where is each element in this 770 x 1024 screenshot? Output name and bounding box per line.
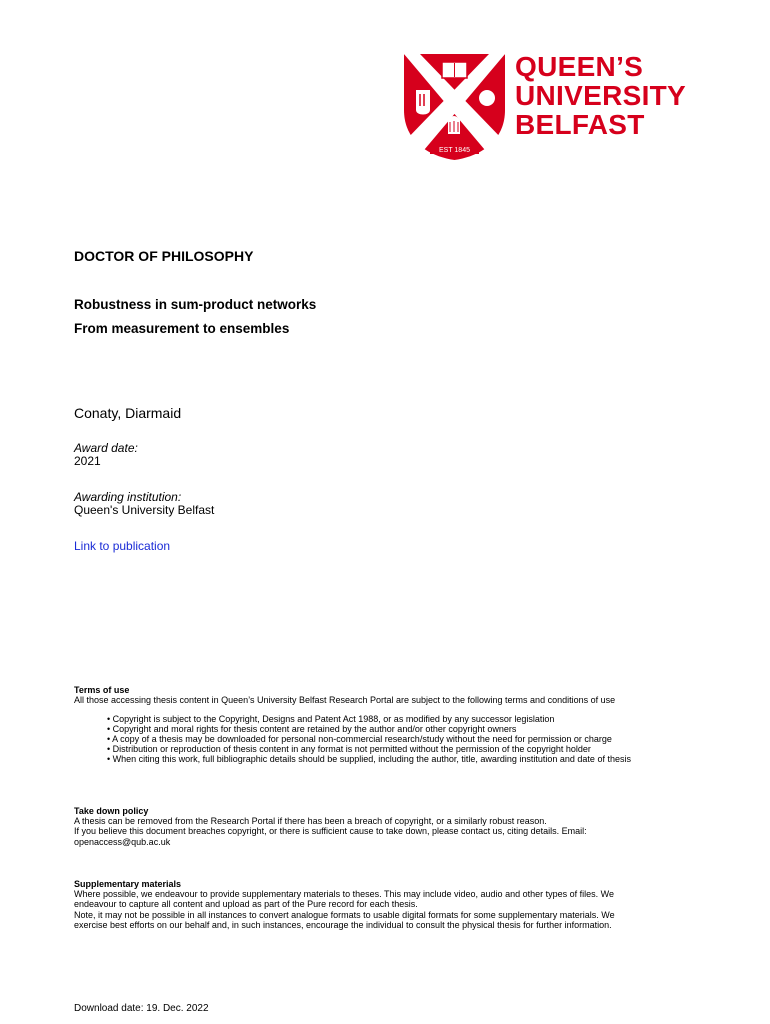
thesis-title: Robustness in sum-product networks bbox=[74, 297, 317, 312]
contact-email: openaccess@qub.ac.uk bbox=[74, 836, 171, 847]
takedown-heading: Take down policy bbox=[74, 806, 149, 816]
university-name-line3: BELFAST bbox=[515, 109, 645, 140]
list-item: • Distribution or reproduction of thesis content in any format is not permitted without the permission of the copyright holder bbox=[107, 744, 591, 754]
supplementary-line: Note, it may not be possible in all instances to convert analogue formats to usable digital formats for some supplementary materials. We bbox=[74, 909, 615, 920]
list-item: • Copyright is subject to the Copyright, Designs and Patent Act 1988, or as modified by any successor legislation bbox=[107, 714, 555, 724]
institution-label: Awarding institution: bbox=[74, 490, 182, 504]
download-date: Download date: 19. Dec. 2022 bbox=[74, 1003, 209, 1014]
thesis-subtitle: From measurement to ensembles bbox=[74, 321, 290, 336]
publication-link[interactable]: Link to publication bbox=[74, 539, 171, 553]
terms-list bbox=[107, 714, 631, 764]
award-date-label: Award date: bbox=[74, 441, 138, 455]
list-item: • When citing this work, full bibliographic details should be supplied, including the author, title, awarding institution and date of thesis bbox=[107, 754, 631, 764]
university-name-line2: UNIVERSITY bbox=[515, 80, 687, 111]
crest-icon bbox=[402, 52, 507, 162]
degree-title: DOCTOR OF PHILOSOPHY bbox=[74, 248, 254, 264]
university-name bbox=[515, 52, 686, 139]
terms-intro: All those accessing thesis content in Queen’s University Belfast Research Portal are subject to the following terms and conditions of use bbox=[74, 695, 616, 705]
supplementary-line: exercise best efforts on our behalf and, in such instances, encourage the individual to consult the physical thesis for further information. bbox=[74, 919, 612, 930]
university-logo bbox=[402, 52, 712, 162]
takedown-line: If you believe this document breaches copyright, or there is sufficient cause to take down, please contact us, citing details. Email: bbox=[74, 826, 587, 837]
institution-value: Queen's University Belfast bbox=[74, 503, 215, 517]
supplementary-body bbox=[74, 889, 714, 930]
takedown-body bbox=[74, 816, 714, 847]
established-text: EST 1845 bbox=[438, 147, 471, 154]
list-item: • Copyright and moral rights for thesis content are retained by the author and/or other copyright owners bbox=[107, 724, 517, 734]
university-name-line1: QUEEN’S bbox=[515, 51, 644, 82]
terms-heading: Terms of use bbox=[74, 685, 130, 695]
author-name: Conaty, Diarmaid bbox=[74, 405, 182, 421]
list-item: • A copy of a thesis may be downloaded for personal non-commercial research/study without the need for permission or charge bbox=[107, 734, 612, 744]
supplementary-heading: Supplementary materials bbox=[74, 879, 182, 889]
supplementary-line: endeavour to capture all content and upload as part of the Pure record for each thesis. bbox=[74, 899, 418, 910]
award-date-value: 2021 bbox=[74, 454, 101, 468]
takedown-line: A thesis can be removed from the Research Portal if there has been a breach of copyright, or a similarly robust reason. bbox=[74, 816, 547, 826]
supplementary-line: Where possible, we endeavour to provide supplementary materials to theses. This may include video, audio and other types of files. We bbox=[74, 889, 614, 899]
